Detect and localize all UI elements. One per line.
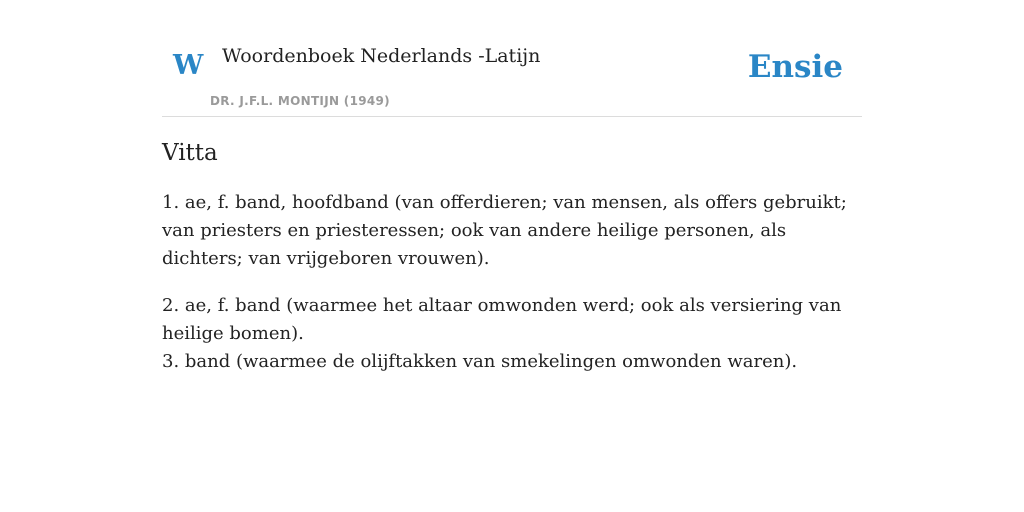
definition-sense-3: 3. band (waarmee de olijftakken van smekelingen omwonden waren).	[162, 350, 798, 372]
dictionary-logo[interactable]: W	[173, 50, 204, 81]
definition-paragraph	[162, 292, 862, 376]
definition-body	[162, 189, 862, 376]
dictionary-header	[162, 0, 862, 117]
definition-paragraph	[162, 189, 862, 273]
dictionary-author: DR. J.F.L. MONTIJN (1949)	[210, 94, 390, 108]
entry-headword: Vitta	[162, 140, 218, 166]
brand-logo-link[interactable]: Ensie	[747, 49, 843, 85]
definition-sense-2: 2. ae, f. band (waarmee het altaar omwonden werd; ook als versiering van heilige bomen).	[162, 294, 842, 344]
definition-sense-1: 1. ae, f. band, hoofdband (van offerdieren; van mensen, als offers gebruikt; van priesters en priesteressen; ook van andere heilige personen, als dichters; van vrijgeboren vrouwen).	[162, 191, 847, 269]
dictionary-title[interactable]: Woordenboek Nederlands -Latijn	[222, 45, 541, 67]
page	[162, 0, 862, 395]
